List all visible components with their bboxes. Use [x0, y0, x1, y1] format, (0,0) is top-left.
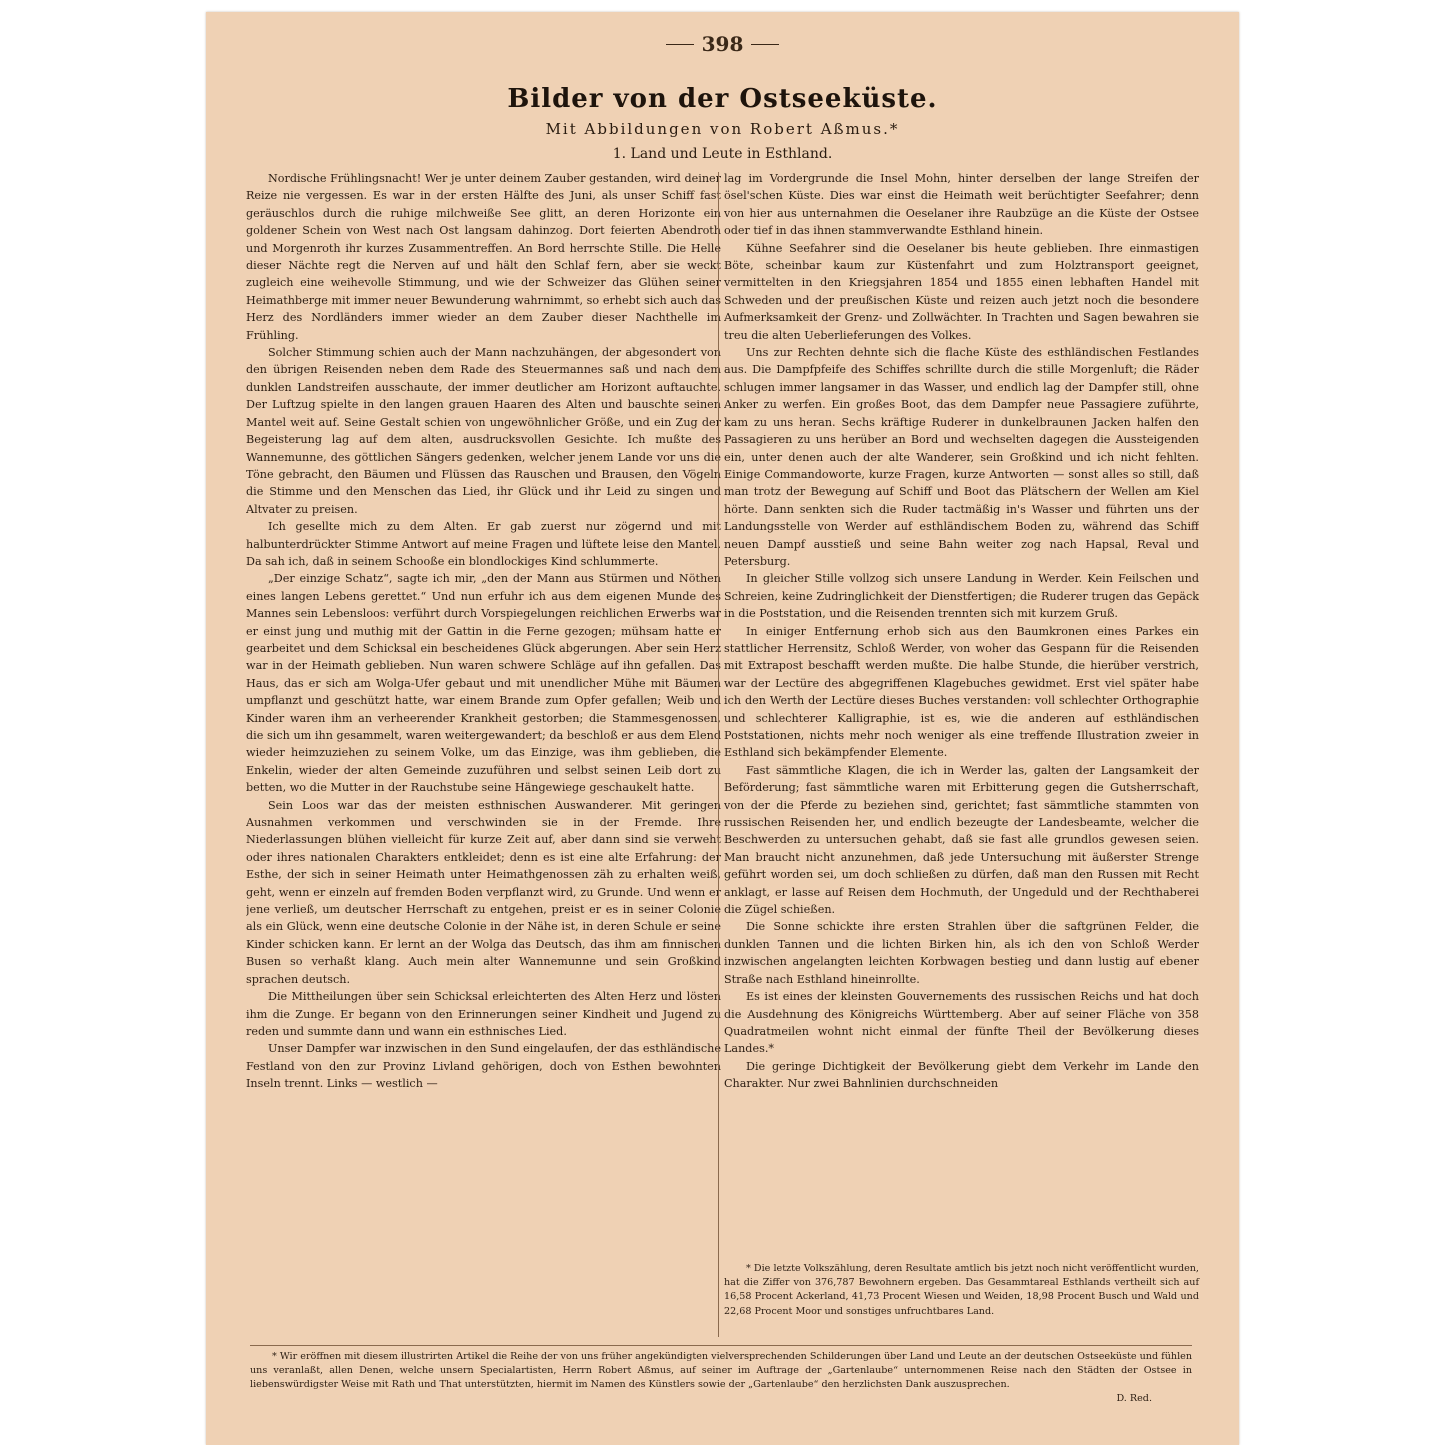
article-subtitle: Mit Abbildungen von Robert Aßmus.* — [545, 120, 900, 138]
header-rule-left — [666, 44, 694, 45]
footnote-signature: D. Red. — [1116, 1393, 1152, 1404]
paragraph: Uns zur Rechten dehnte sich die flache Küste des esthländischen Festlandes aus. Die Dampfpfeife des Schiffes schrillte durch die stille Morgenluft; die Räder schlugen immer langsamer in das Wasser, und endlich lag der Dampfer still, ohne Anker zu werfen. Ein großes Boot, das dem Dampfer neue Passagiere zuführte, kam zu uns heran. Sechs kräftige Ruderer in dunkelbraunen Jacken halfen den Passagieren zu uns herüber an Bord und wechselten dagegen die Aussteigenden ein, unter denen auch der alte Wanderer, sein Großkind und ich nicht fehlten. Einige Commandoworte, kurze Fragen, kurze Antworten — sonst alles so still, daß man trotz der Bewegung auf Schiff und Boot das Plätschern der Wellen am Kiel hörte. Dann senkten sich die Ruder tactmäßig in's Wasser und führten uns der Landungsstelle von Werder auf esthländischem Boden zu, während das Schiff neuen Dampf ausstieß und seine Bahn weiter zog nach Hapsal, Reval und Petersburg. — [724, 346, 1199, 568]
column-footnote — [724, 1262, 1199, 1319]
page-footnote — [250, 1350, 1192, 1406]
paragraph: Es ist eines der kleinsten Gouvernements des russischen Reichs und hat doch die Ausdehnung des Königreichs Württemberg. Aber auf seiner Fläche von 358 Quadratmeilen wohnt nicht einmal der fünfte Theil der Bevölkerung dieses Landes.* — [724, 990, 1199, 1056]
paragraph: Ich gesellte mich zu dem Alten. Er gab zuerst nur zögernd und mit halbunterdrückter Stimme Antwort auf meine Fragen und lüftete leise den Mantel. Da sah ich, daß in seinem Schooße ein blondlockiges Kind schlummerte. — [246, 520, 721, 568]
paragraph: Fast sämmtliche Klagen, die ich in Werder las, galten der Langsamkeit der Beförderung; fast sämmtliche waren mit Erbitterung gegen die Gutsherrschaft, von der die Pferde zu beziehen sind, gerichtet; fast sämmtliche stammten von russischen Reisenden her, und endlich bezeugte der Landesbeamte, welcher die Beschwerden zu untersuchen gehabt, daß sie fast alle grundlos gewesen seien. Man braucht nicht anzunehmen, daß jede Untersuchung mit äußerster Strenge geführt worden sei, um doch schließen zu dürfen, daß man den Russen mit Recht anklagt, er lasse auf Reisen dem Hochmuth, der Ungeduld und der Rechthaberei die Zügel schießen. — [724, 763, 1199, 917]
paragraph: In einiger Entfernung erhob sich aus den Baumkronen eines Parkes ein stattlicher Herrensitz, Schloß Werder, von woher das Gespann für die Reisenden mit Extrapost beschafft werden mußte. Die halbe Stunde, die hierüber verstrich, war der Lectüre des abgegriffenen Klagebuches gewidmet. Erst viel später habe ich den Werth der Lectüre dieses Buches verstanden: voll schlechter Orthographie und schlechterer Kalligraphie, ist es, wie die anderen auf esthländischen Poststationen, nichts mehr noch weniger als eine treffende Illustration zweier in Esthland sich bekämpfender Elemente. — [724, 624, 1199, 760]
page-header — [206, 32, 1239, 56]
footnote-text: * Wir eröffnen mit diesem illustrirten Artikel die Reihe der von uns früher angekündigten vielversprechenden Schilderungen über Land und Leute an der deutschen Ostseeküste und fühlen uns veranlaßt, allen Denen, welche unsern Specialartisten, Herrn Robert Aßmus, auf seiner im Auftrage der „Gartenlaube“ unternommenen Reise nach den Städten der Ostsee in liebenswürdigster Weise mit Rath und That unterstützten, hiermit im Namen des Künstlers sowie der „Gartenlaube“ den herzlichsten Dank auszusprechen. — [250, 1351, 1192, 1390]
paragraph: Sein Loos war das der meisten esthnischen Auswanderer. Mit geringen Ausnahmen verkommen und verschwinden sie in der Fremde. Ihre Niederlassungen blühen vielleicht für kurze Zeit auf, aber dann sind sie verweht oder ihres nationalen Charakters entkleidet; denn es ist eine alte Erfahrung: der Esthe, der sich in seiner Heimath unter Heimathgenossen zäh zu erhalten weiß, geht, wenn er einzeln auf fremden Boden verpflanzt wird, zu Grunde. Und wenn er jene verließ, um deutscher Herrschaft zu entgehen, preist er es in seiner Colonie als ein Glück, wenn eine deutsche Colonie in der Nähe ist, in deren Schule er seine Kinder schicken kann. Er lernt an der Wolga das Deutsch, das ihm am finnischen Busen so verhaßt klang. Auch mein alter Wannemunne und sein Großkind sprachen deutsch. — [246, 798, 721, 986]
paragraph: Nordische Frühlingsnacht! Wer je unter deinem Zauber gestanden, wird deiner Reize nie vergessen. Es war in der ersten Hälfte des Juni, als unser Schiff fast geräuschlos durch die ruhige milchweiße See glitt, an deren Horizonte ein goldener Schein von West nach Ost langsam dahinzog. Dort feierten Abendroth und Morgenroth ihr kurzes Zusammentreffen. An Bord herrschte Stille. Die Helle dieser Nächte regt die Nerven auf und hält den Schlaf fern, aber sie weckt zugleich eine weihevolle Stimmung, und wie der Schweizer das Glühen seiner Heimathberge mit immer neuer Bewunderung wahrnimmt, so erhebt sich auch das Herz des Nordländers immer wieder an dem Zauber dieser Nachthelle im Frühling. — [246, 172, 721, 342]
footnote-rule — [250, 1345, 1192, 1346]
paragraph: Die Mittheilungen über sein Schicksal erleichterten des Alten Herz und lösten ihm die Zunge. Er begann von den Erinnerungen seiner Kindheit und Jugend zu reden und summte dann und wann ein esthnisches Lied. — [246, 990, 721, 1038]
magazine-page — [206, 12, 1239, 1445]
header-rule-right — [751, 44, 779, 45]
paragraph: In gleicher Stille vollzog sich unsere Landung in Werder. Kein Feilschen und Schreien, keine Zudringlichkeit der Dienstfertigen; die Ruderer trugen das Gepäck in die Poststation, und die Reisenden trennten sich mit kurzem Gruß. — [724, 572, 1199, 621]
right-column — [724, 170, 1199, 1250]
article-title: Bilder von der Ostseeküste. — [507, 84, 938, 114]
paragraph: Solcher Stimmung schien auch der Mann nachzuhängen, der abgesondert von den übrigen Reisenden neben dem Rade des Steuermannes saß und nach dem dunklen Landstreifen ausschaute, der immer deutlicher am Horizont auftauchte. Der Luftzug spielte in den langen grauen Haaren des Alten und bauschte seinen Mantel weit auf. Seine Gestalt schien von ungewöhnlicher Größe, und ein Zug der Begeisterung lag auf dem alten, ausdrucksvollen Gesichte. Ich mußte des Wannemunne, des göttlichen Sängers gedenken, welcher jenem Lande vor uns die Töne gebracht, den Bäumen und Flüssen das Rauschen und Brausen, den Vögeln die Stimme und den Menschen das Lied, ihr Glück und ihr Leid zu singen und Altvater zu preisen. — [246, 346, 721, 516]
column-divider — [718, 172, 719, 1337]
paragraph: lag im Vordergrunde die Insel Mohn, hinter derselben der lange Streifen der ösel'schen Küste. Dies war einst die Heimath weit berüchtigter Seefahrer; denn von hier aus unternahmen die Oeselaner ihre Raubzüge an die Küste der Ostsee oder tief in das ihnen stammverwandte Esthland hinein. — [724, 172, 1199, 238]
paragraph: Unser Dampfer war inzwischen in den Sund eingelaufen, der das esthländische Festland von den zur Provinz Livland gehörigen, doch von Esthen bewohnten Inseln trennt. Links — westlich — — [246, 1042, 721, 1091]
paragraph: Kühne Seefahrer sind die Oeselaner bis heute geblieben. Ihre einmastigen Böte, scheinbar kaum zur Küstenfahrt und zum Holztransport geeignet, vermittelten in den Kriegsjahren 1854 und 1855 einen lebhaften Handel mit Schweden und der preußischen Küste und reizen auch jetzt noch die besondere Aufmerksamkeit der Grenz- und Zollwächter. In Trachten und Sagen bewahren sie treu die alten Ueberlieferungen des Volkes. — [724, 241, 1199, 342]
left-column — [246, 170, 721, 1285]
paragraph: „Der einzige Schatz“, sagte ich mir, „den der Mann aus Stürmen und Nöthen eines langen Lebens gerettet.“ Und nun erfuhr ich aus dem eigenen Munde des Mannes sein Lebensloos: verführt durch Vorspiegelungen reichlichen Erwerbs war er einst jung und muthig mit der Gattin in die Ferne gezogen; mühsam hatte er gearbeitet und dem Schicksal ein bescheidenes Glück abgerungen. Aber sein Herz war in der Heimath geblieben. Nun waren schwere Schläge auf ihn gefallen. Das Haus, das er sich am Wolga-Ufer gebaut und mit unendlicher Mühe mit Bäumen umpflanzt und geschützt hatte, war einem Brande zum Opfer gefallen; Weib und Kinder waren ihm an verheerender Krankheit gestorben; die Stammesgenossen, die sich um ihn gesammelt, waren weitergewandert; da beschloß er aus dem Elend wieder heimzuziehen zu seinem Volke, um das Einzige, was ihm geblieben, die Enkelin, wieder der alten Gemeinde zuzuführen und selbst seinen Leib dort zu betten, wo die Mutter in der Rauchstube seine Hängewiege geschaukelt hatte. — [246, 572, 721, 795]
paragraph: Die geringe Dichtigkeit der Bevölkerung giebt dem Verkehr im Lande den Charakter. Nur zwei Bahnlinien durchschneiden — [724, 1059, 1199, 1091]
page-number: 398 — [701, 32, 744, 56]
footnote-text: * Die letzte Volkszählung, deren Resultate amtlich bis jetzt noch nicht veröffentlicht wurden, hat die Ziffer von 376,787 Bewohnern ergeben. Das Gesammtareal Esthlands vertheilt sich auf 16,58 Procent Ackerland, 41,73 Procent Wiesen und Weiden, 18,98 Procent Busch und Wald und 22,68 Procent Moor und sonstiges unfruchtbares Land. — [724, 1263, 1199, 1317]
section-heading: 1. Land und Leute in Esthland. — [612, 146, 833, 162]
paragraph: Die Sonne schickte ihre ersten Strahlen über die saftgrünen Felder, die dunklen Tannen und die lichten Birken hin, als ich den von Schloß Werder inzwischen angelangten leichten Korbwagen bestieg und dann lustig auf ebener Straße nach Esthland hineinrollte. — [724, 920, 1199, 986]
